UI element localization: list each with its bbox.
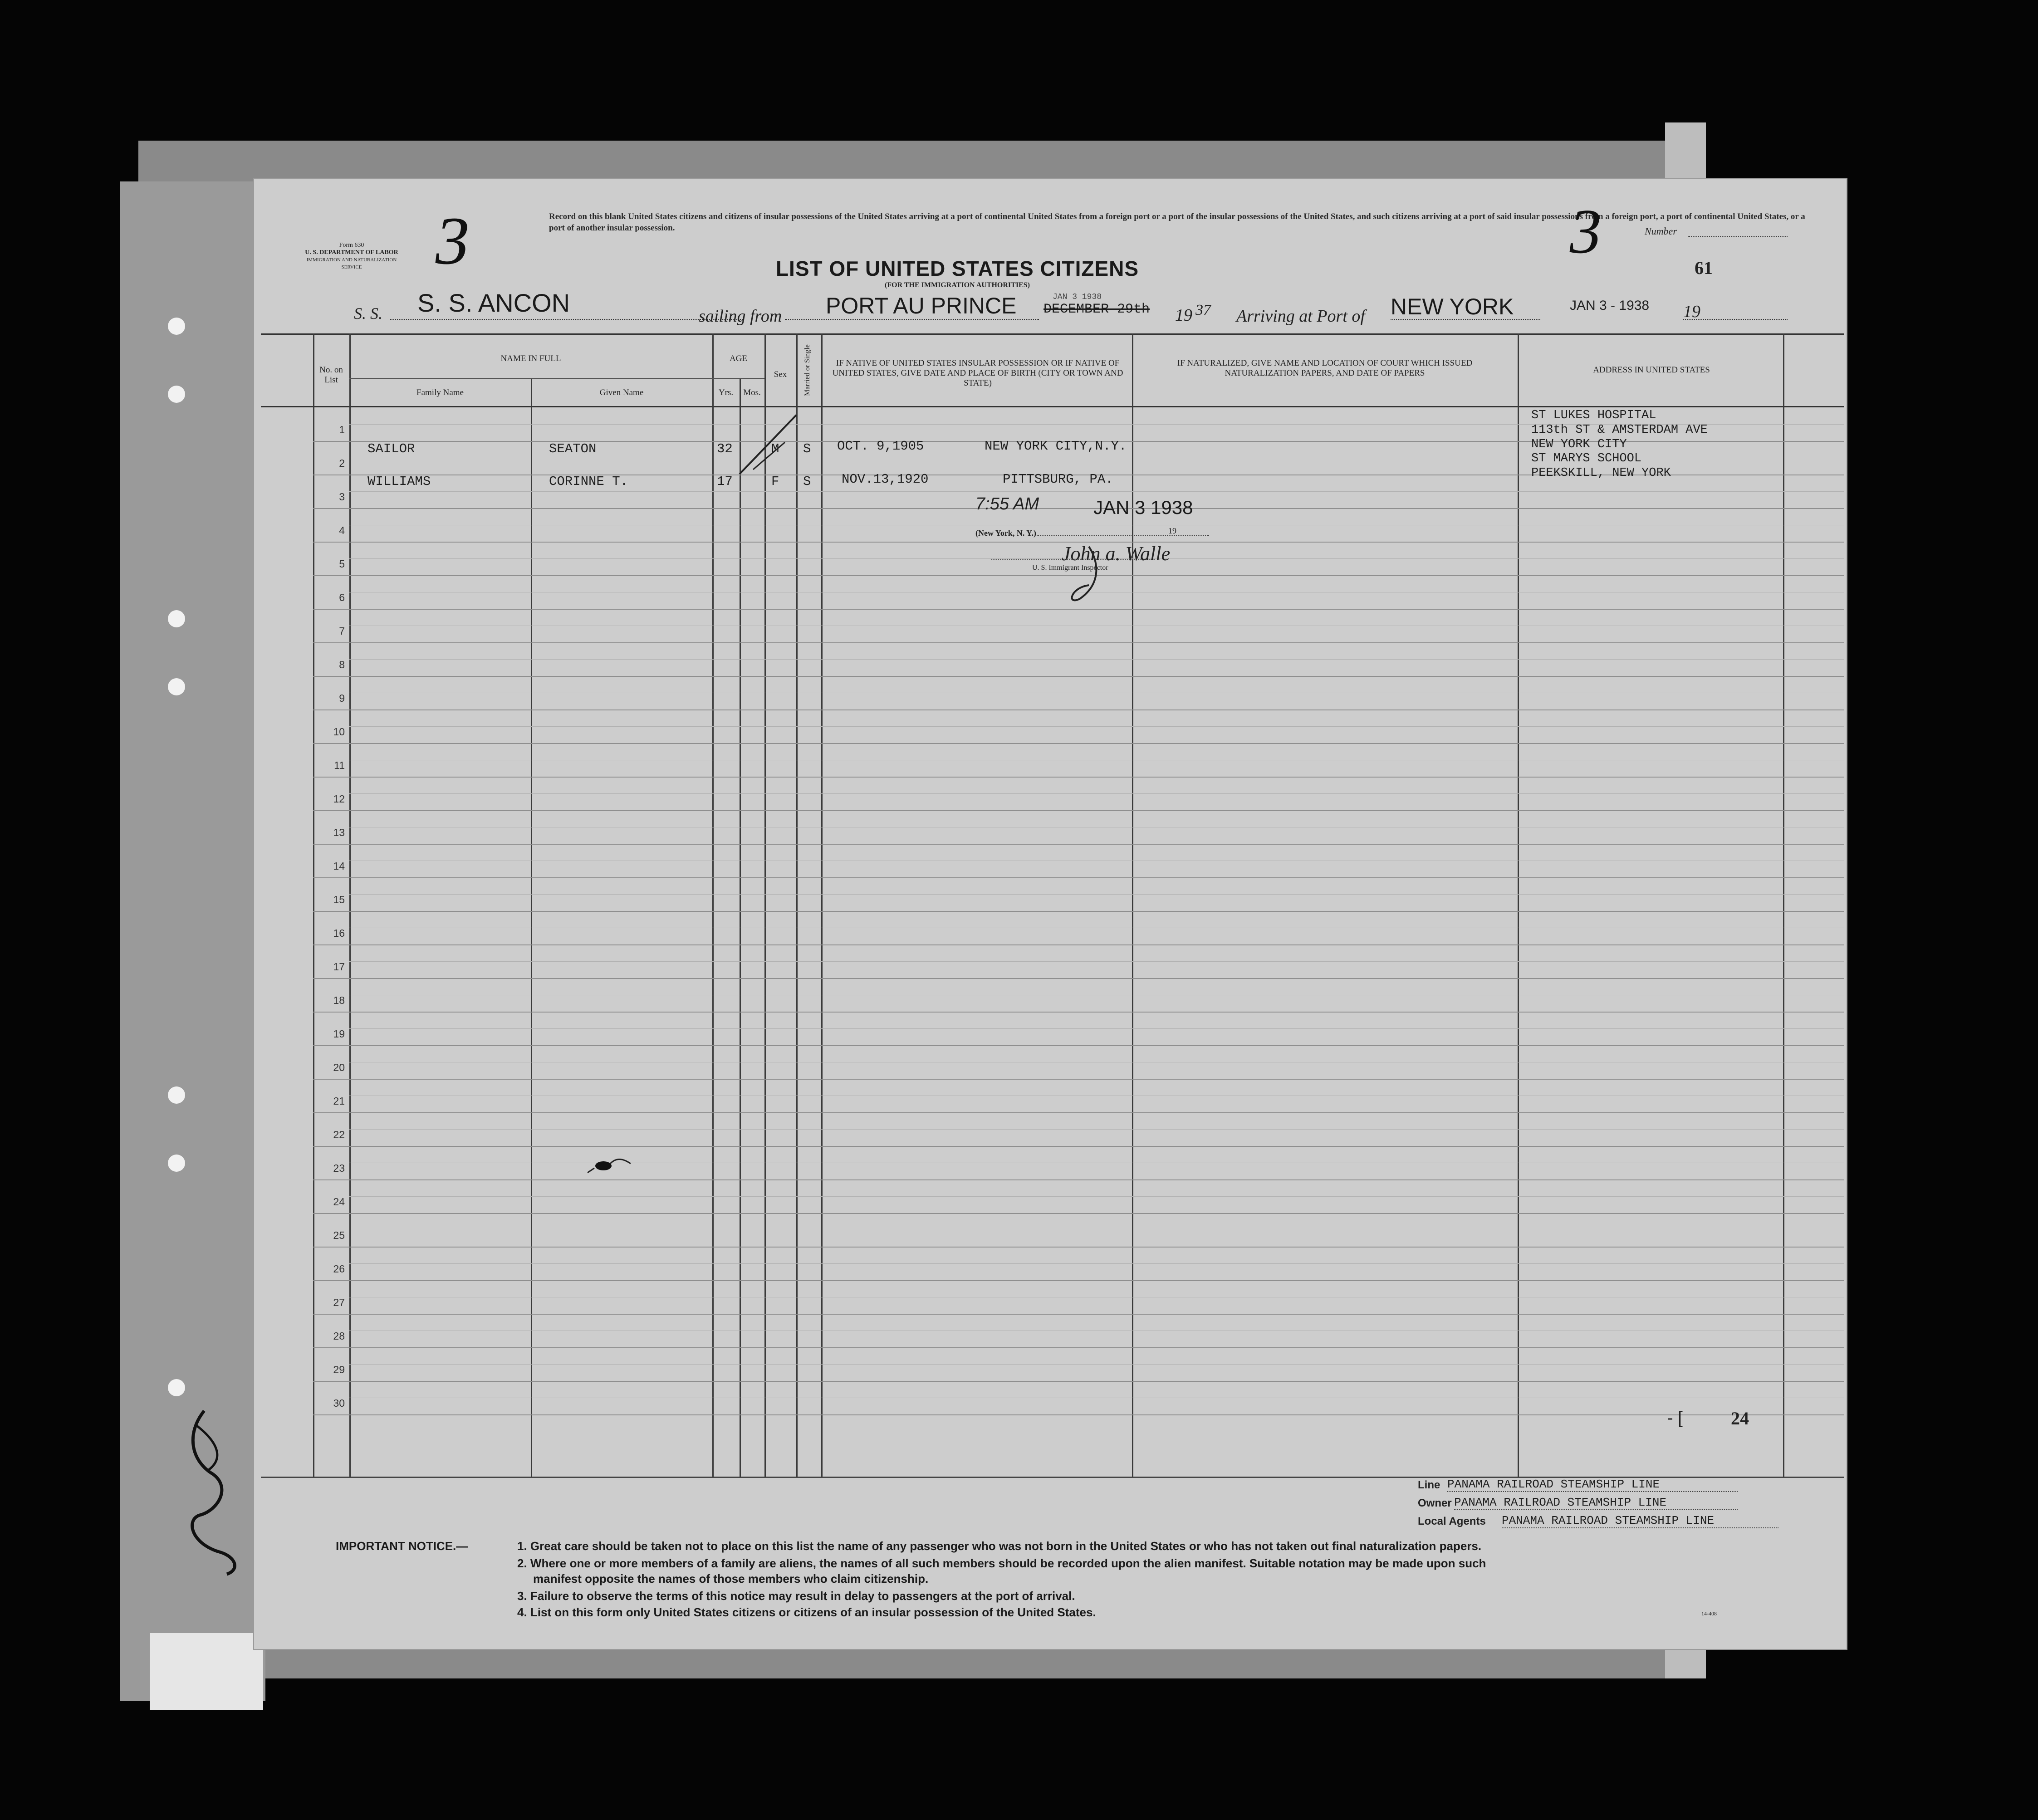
table-row-line bbox=[313, 1280, 1844, 1281]
table-row-line bbox=[313, 1146, 1844, 1147]
year-value: 37 bbox=[1195, 302, 1211, 318]
number-label: Number bbox=[1645, 225, 1677, 237]
port-to: NEW YORK bbox=[1391, 294, 1514, 319]
row-2-birth-date: NOV.13,1920 bbox=[842, 472, 929, 487]
owner-label: Owner bbox=[1418, 1497, 1452, 1509]
signature-flourish bbox=[1062, 542, 1125, 606]
table-row-line bbox=[313, 1247, 1844, 1248]
row-number: 16 bbox=[333, 927, 345, 939]
row-1-birth-date: OCT. 9,1905 bbox=[837, 439, 924, 454]
owner-value: PANAMA RAILROAD STEAMSHIP LINE bbox=[1454, 1496, 1738, 1510]
ruled-subline bbox=[349, 1196, 1844, 1197]
row-1-address bbox=[1531, 408, 1708, 452]
manifest-page bbox=[254, 179, 1847, 1649]
table-row-line bbox=[313, 810, 1844, 811]
row-number: 26 bbox=[333, 1263, 345, 1275]
binder-hole bbox=[168, 1379, 185, 1396]
stamp-time: 7:55 AM bbox=[975, 494, 1039, 514]
column-line bbox=[821, 333, 823, 1477]
notice-item-4: 4. List on this form only United States citizens or citizens of an insular possession of the United States. bbox=[517, 1605, 1096, 1619]
notice-item-2: 2. Where one or more members of a family are aliens, the names of all such members should be recorded upon the alien manifest. Suitable notation may be made upon such bbox=[517, 1556, 1486, 1570]
row-number: 13 bbox=[333, 827, 345, 838]
row-number: 19 bbox=[333, 1028, 345, 1040]
form-number: Form 630 bbox=[339, 242, 364, 249]
row-2-yrs: 17 bbox=[717, 474, 733, 489]
table-row-line bbox=[313, 1347, 1844, 1348]
binder-hole bbox=[168, 678, 185, 695]
notice-heading: IMPORTANT NOTICE.— bbox=[336, 1539, 468, 1553]
row-number: 18 bbox=[333, 994, 345, 1006]
table-row-line bbox=[313, 877, 1844, 878]
handwritten-number-right: 3 bbox=[1563, 196, 1608, 267]
ruled-subline bbox=[349, 1263, 1844, 1264]
table-row-line bbox=[313, 1381, 1844, 1382]
row-2-given: CORINNE T. bbox=[549, 474, 628, 489]
row-number: 2 bbox=[339, 457, 345, 469]
inspector-label: U. S. Immigrant Inspector bbox=[1032, 564, 1108, 572]
table-row-line bbox=[313, 1314, 1844, 1315]
binder-hole bbox=[168, 318, 185, 335]
table-row-line bbox=[313, 676, 1844, 677]
arrival-stamp: JAN 3 - 1938 bbox=[1570, 298, 1650, 313]
binder-hole bbox=[168, 1155, 185, 1172]
header-age: AGE bbox=[729, 354, 748, 363]
form-instruction: Record on this blank United States citizens and citizens of insular possessions of the United States arriving at a port of continental United States from a foreign port or a port of the insular possessions of the United States, and such citizens arriving at a port of said insular possessions from a foreign port, a port of continental United States, or a port of another insular possession. bbox=[549, 212, 1805, 233]
binder-hole bbox=[168, 610, 185, 627]
row-1-sex: M bbox=[771, 441, 779, 456]
row-number: 6 bbox=[339, 592, 345, 603]
row-number: 8 bbox=[339, 659, 345, 670]
table-row-line bbox=[313, 743, 1844, 744]
pen-scribble bbox=[177, 1397, 259, 1579]
inspector-signature: John a. Walle bbox=[1062, 543, 1171, 565]
handwritten-number-left: 3 bbox=[429, 203, 476, 279]
header-yrs: Yrs. bbox=[718, 388, 734, 397]
row-2-birth-place: PITTSBURG, PA. bbox=[1003, 472, 1113, 487]
ruled-subline bbox=[349, 1028, 1844, 1029]
binder-hole bbox=[168, 1086, 185, 1104]
ruled-subline bbox=[349, 1129, 1844, 1130]
row-2-address-line: ST MARYS SCHOOL bbox=[1531, 452, 1642, 465]
date-stamp-small: JAN 3 1938 bbox=[1053, 293, 1102, 302]
table-row-line bbox=[313, 844, 1844, 845]
header-sex: Sex bbox=[774, 370, 787, 379]
column-line bbox=[796, 333, 798, 1477]
stamp-date-line bbox=[1037, 535, 1209, 536]
ruled-subline bbox=[349, 894, 1844, 895]
subheader-line bbox=[712, 378, 764, 379]
header-no: No. on List bbox=[319, 365, 343, 385]
table-row-line bbox=[313, 777, 1844, 778]
year-field-line bbox=[1683, 319, 1788, 320]
ship-name: S. S. ANCON bbox=[417, 289, 570, 317]
table-row-line bbox=[313, 609, 1844, 610]
printer-code: 14-408 bbox=[1701, 1610, 1717, 1617]
header-naturalized: IF NATURALIZED, GIVE NAME AND LOCATION OF COURT WHICH ISSUED NATURALIZATION PAPERS, AND DATE OF PAPERS bbox=[1177, 358, 1473, 378]
number-field-line bbox=[1688, 236, 1788, 237]
ruled-subline bbox=[349, 961, 1844, 962]
row-number: 28 bbox=[333, 1330, 345, 1342]
row-2-family: WILLIAMS bbox=[367, 474, 431, 489]
table-row-line bbox=[313, 709, 1844, 710]
row-number: 29 bbox=[333, 1364, 345, 1375]
table-row-line bbox=[313, 1179, 1844, 1180]
agents-value: PANAMA RAILROAD STEAMSHIP LINE bbox=[1502, 1514, 1778, 1528]
table-row-line bbox=[313, 944, 1844, 945]
column-line bbox=[1518, 333, 1519, 1477]
row-1-address-line: 113th ST & AMSTERDAM AVE bbox=[1531, 423, 1708, 437]
table-row-line bbox=[313, 1012, 1844, 1013]
table-row-line bbox=[313, 508, 1844, 509]
row-number: 11 bbox=[334, 759, 345, 771]
row-number: 14 bbox=[333, 860, 345, 872]
subheader-line bbox=[349, 378, 712, 379]
table-row-line bbox=[313, 1079, 1844, 1080]
header-name-in-full: NAME IN FULL bbox=[500, 354, 561, 363]
table-header-bottom bbox=[261, 406, 1844, 407]
row-number: 21 bbox=[333, 1095, 345, 1107]
insect-speck bbox=[585, 1150, 635, 1177]
tally-value: 24 bbox=[1731, 1408, 1749, 1429]
row-number: 17 bbox=[333, 961, 345, 973]
row-number: 3 bbox=[339, 491, 345, 503]
row-1-address-line: NEW YORK CITY bbox=[1531, 438, 1627, 451]
row-number: 15 bbox=[333, 894, 345, 905]
notice-item-3: 3. Failure to observe the terms of this notice may result in delay to passengers at the port of arrival. bbox=[517, 1589, 1075, 1603]
column-line bbox=[1783, 333, 1784, 1477]
document-subtitle: (FOR THE IMMIGRATION AUTHORITIES) bbox=[885, 281, 1030, 289]
stamp-date: JAN 3 1938 bbox=[1093, 497, 1193, 518]
row-number: 5 bbox=[339, 558, 345, 570]
row-number: 25 bbox=[333, 1229, 345, 1241]
header-birth: IF NATIVE OF UNITED STATES INSULAR POSSESSION OR IF NATIVE OF UNITED STATES, GIVE DATE AND PLACE OF BIRTH (CITY OR TOWN AND STATE) bbox=[832, 358, 1123, 388]
line-label: Line bbox=[1418, 1479, 1440, 1491]
row-1-marital: S bbox=[803, 441, 811, 456]
stamp-place: (New York, N. Y.) bbox=[975, 528, 1036, 538]
agents-label: Local Agents bbox=[1418, 1515, 1486, 1527]
ruled-subline bbox=[349, 491, 1844, 492]
row-2-marital: S bbox=[803, 474, 811, 489]
header-given-name: Given Name bbox=[599, 388, 644, 397]
ship-field-line bbox=[390, 319, 744, 320]
ruled-subline bbox=[349, 659, 1844, 660]
table-top-border bbox=[261, 333, 1844, 335]
row-1-birth-place: NEW YORK CITY,N.Y. bbox=[985, 439, 1127, 454]
ruled-subline bbox=[349, 726, 1844, 727]
tally-mark: - [ bbox=[1667, 1409, 1683, 1428]
row-2-address-line: PEEKSKILL, NEW YORK bbox=[1531, 466, 1671, 480]
table-row-line bbox=[313, 978, 1844, 979]
row-2-address bbox=[1531, 451, 1671, 480]
row-number: 20 bbox=[333, 1062, 345, 1073]
column-line bbox=[349, 333, 351, 1477]
year-label-2: 19 bbox=[1683, 302, 1700, 321]
stamp-year-label: 19 bbox=[1168, 526, 1176, 535]
row-number: 27 bbox=[333, 1297, 345, 1308]
ss-label: S. S. bbox=[354, 304, 382, 323]
table-row-line bbox=[313, 642, 1844, 643]
column-line bbox=[764, 333, 766, 1477]
row-1-family: SAILOR bbox=[367, 441, 415, 456]
row-number: 9 bbox=[339, 692, 345, 704]
row-1-given: SEATON bbox=[549, 441, 597, 456]
departure-date: DECEMBER 29th bbox=[1043, 302, 1150, 317]
port-from-line bbox=[785, 319, 1039, 320]
header-family-name: Family Name bbox=[416, 388, 464, 397]
column-line bbox=[712, 333, 714, 1477]
page-number: 61 bbox=[1695, 258, 1713, 278]
department-block bbox=[299, 242, 404, 271]
document-title: LIST OF UNITED STATES CITIZENS bbox=[775, 257, 1139, 280]
table-row-line bbox=[313, 911, 1844, 912]
year-label: 19 bbox=[1175, 306, 1192, 325]
header-address: ADDRESS IN UNITED STATES bbox=[1593, 365, 1710, 375]
port-from: PORT AU PRINCE bbox=[826, 293, 1017, 318]
header-married: Married or Single bbox=[803, 344, 811, 396]
ruled-subline bbox=[349, 1364, 1844, 1365]
notice-item-1: 1. Great care should be taken not to place on this list the name of any passenger who was not born in the United States or who has not taken out final naturalization papers. bbox=[517, 1539, 1482, 1553]
arriving-label: Arriving at Port of bbox=[1236, 307, 1365, 326]
service-name: IMMIGRATION AND NATURALIZATION SERVICE bbox=[306, 257, 397, 270]
row-number: 7 bbox=[339, 625, 345, 637]
row-number: 30 bbox=[333, 1397, 345, 1409]
row-2-sex: F bbox=[771, 474, 779, 489]
underlying-sheet-corner bbox=[150, 1633, 263, 1710]
row-1-address-line: ST LUKES HOSPITAL bbox=[1531, 409, 1656, 422]
department-name: U. S. DEPARTMENT OF LABOR bbox=[305, 249, 398, 256]
table-row-line bbox=[313, 1112, 1844, 1113]
row-1-yrs: 32 bbox=[717, 441, 733, 456]
binder-hole bbox=[168, 386, 185, 403]
header-mos: Mos. bbox=[743, 388, 761, 397]
table-row-line bbox=[313, 1213, 1844, 1214]
row-number: 10 bbox=[333, 726, 345, 738]
row-number: 24 bbox=[333, 1196, 345, 1208]
ruled-subline bbox=[349, 793, 1844, 794]
handwritten-marks bbox=[735, 406, 799, 479]
notice-item-2-cont: manifest opposite the names of those members who claim citizenship. bbox=[533, 1572, 929, 1585]
table-row-line bbox=[313, 1414, 1844, 1415]
row-number: 23 bbox=[333, 1162, 345, 1174]
row-number: 22 bbox=[333, 1129, 345, 1140]
row-number: 1 bbox=[339, 424, 345, 435]
sailing-from-label: sailing from bbox=[699, 307, 782, 326]
row-number: 4 bbox=[339, 524, 345, 536]
row-number: 12 bbox=[333, 793, 345, 805]
line-value: PANAMA RAILROAD STEAMSHIP LINE bbox=[1447, 1478, 1738, 1492]
table-row-line bbox=[313, 1045, 1844, 1046]
